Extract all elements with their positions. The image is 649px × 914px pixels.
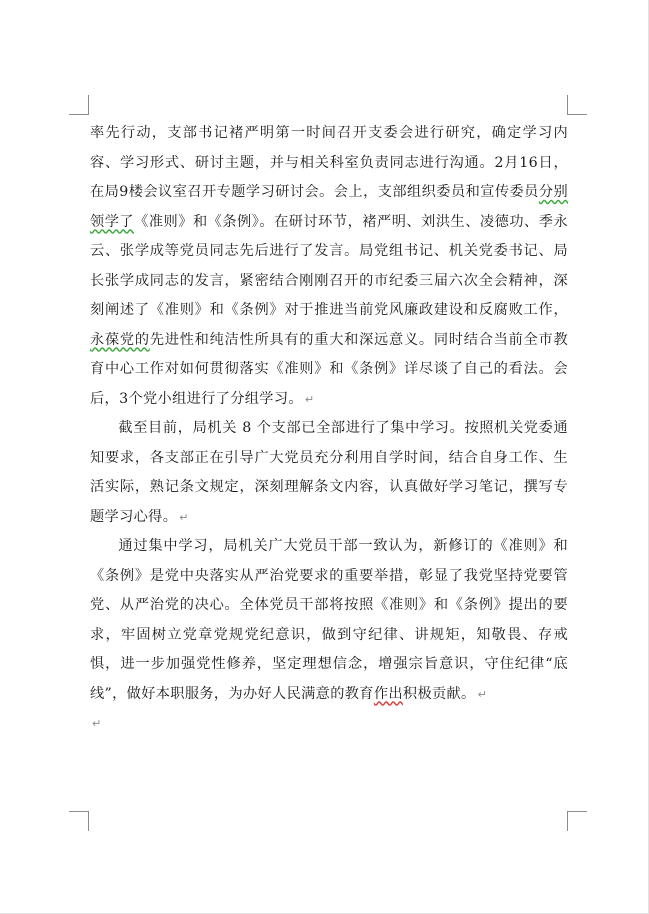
paragraph-3[interactable] [90,532,568,709]
paragraph-text: 通过集中学习，局机关广大党员干部一致认为，新修订的《准则》和《条例》是党中央落实从严治党要求的重要举措，彰显了我党坚持党要管党、从严治党的决心。全体党员干部将按照《准则》和《条例》提出的要求，牢固树立党章党规党纪意识，做到守纪律、讲规矩，知敬畏、存戒惧，进一步加强党性修养，坚定理想信念，增强宗旨意识，守住纪律“底线”，做好本职服务，为办好人民满意的教育 [90,538,568,702]
paragraph-mark-icon: ↵ [179,510,189,524]
empty-paragraph[interactable] [90,709,568,739]
paragraph-text: 《准则》和《条例》。在研讨环节，褚严明、刘洪生、凌德功、季永云、张学成等党员同志先后进行了发言。局党组书记、机关党委书记、局长张学成同志的发言，紧密结合刚刚召开的市纪委三届六次全会精神，深刻阐述了《准则》和《条例》对于推进当前党风廉政建设和反腐败工作， [90,213,568,318]
paragraph-text: 积极贡献。 [402,685,476,702]
paragraph-text: 截至目前，局机关 8 个支部已全部进行了集中学习。按照机关党委通知要求，各支部正在引导广大党员充分利用自学时间，结合自身工作、生活实际，熟记条文规定，深刻理解条文内容，认真做好学习笔记，撰写专题学习心得。 [90,420,568,525]
paragraph-text: 率先行动，支部书记褚严明第一时间召开支委会进行研究，确定学习内容、学习形式、研讨主题，并与相关科室负责同志进行沟通。2月16日，在局9楼会议室召开专题学习研讨会。会上，支部组织委员和宣传委员 [90,125,568,200]
crop-mark-bottom-right [567,811,587,831]
paragraph-mark-icon: ↵ [477,687,488,701]
document-body[interactable] [90,119,568,739]
paragraph-mark-icon: ↵ [304,392,315,406]
paragraph-mark-icon: ↵ [92,717,102,730]
paragraph-2[interactable] [90,414,568,532]
paragraph-1[interactable] [90,119,568,414]
grammar-flagged-text[interactable]: 分别领学了 [90,184,568,230]
grammar-flagged-text[interactable]: 永葆党的 [90,331,150,348]
spelling-flagged-text[interactable]: 作出 [373,685,403,702]
crop-mark-top-right [567,95,587,115]
paragraph-text: 先进性和纯洁性所具有的重大和深远意义。同时结合当前全市教育中心工作对如何贯彻落实《准则》和《条例》详尽谈了自己的看法。会后，3个党小组进行了分组学习。 [90,331,568,407]
crop-mark-bottom-left [69,811,89,831]
crop-mark-top-left [69,95,89,115]
